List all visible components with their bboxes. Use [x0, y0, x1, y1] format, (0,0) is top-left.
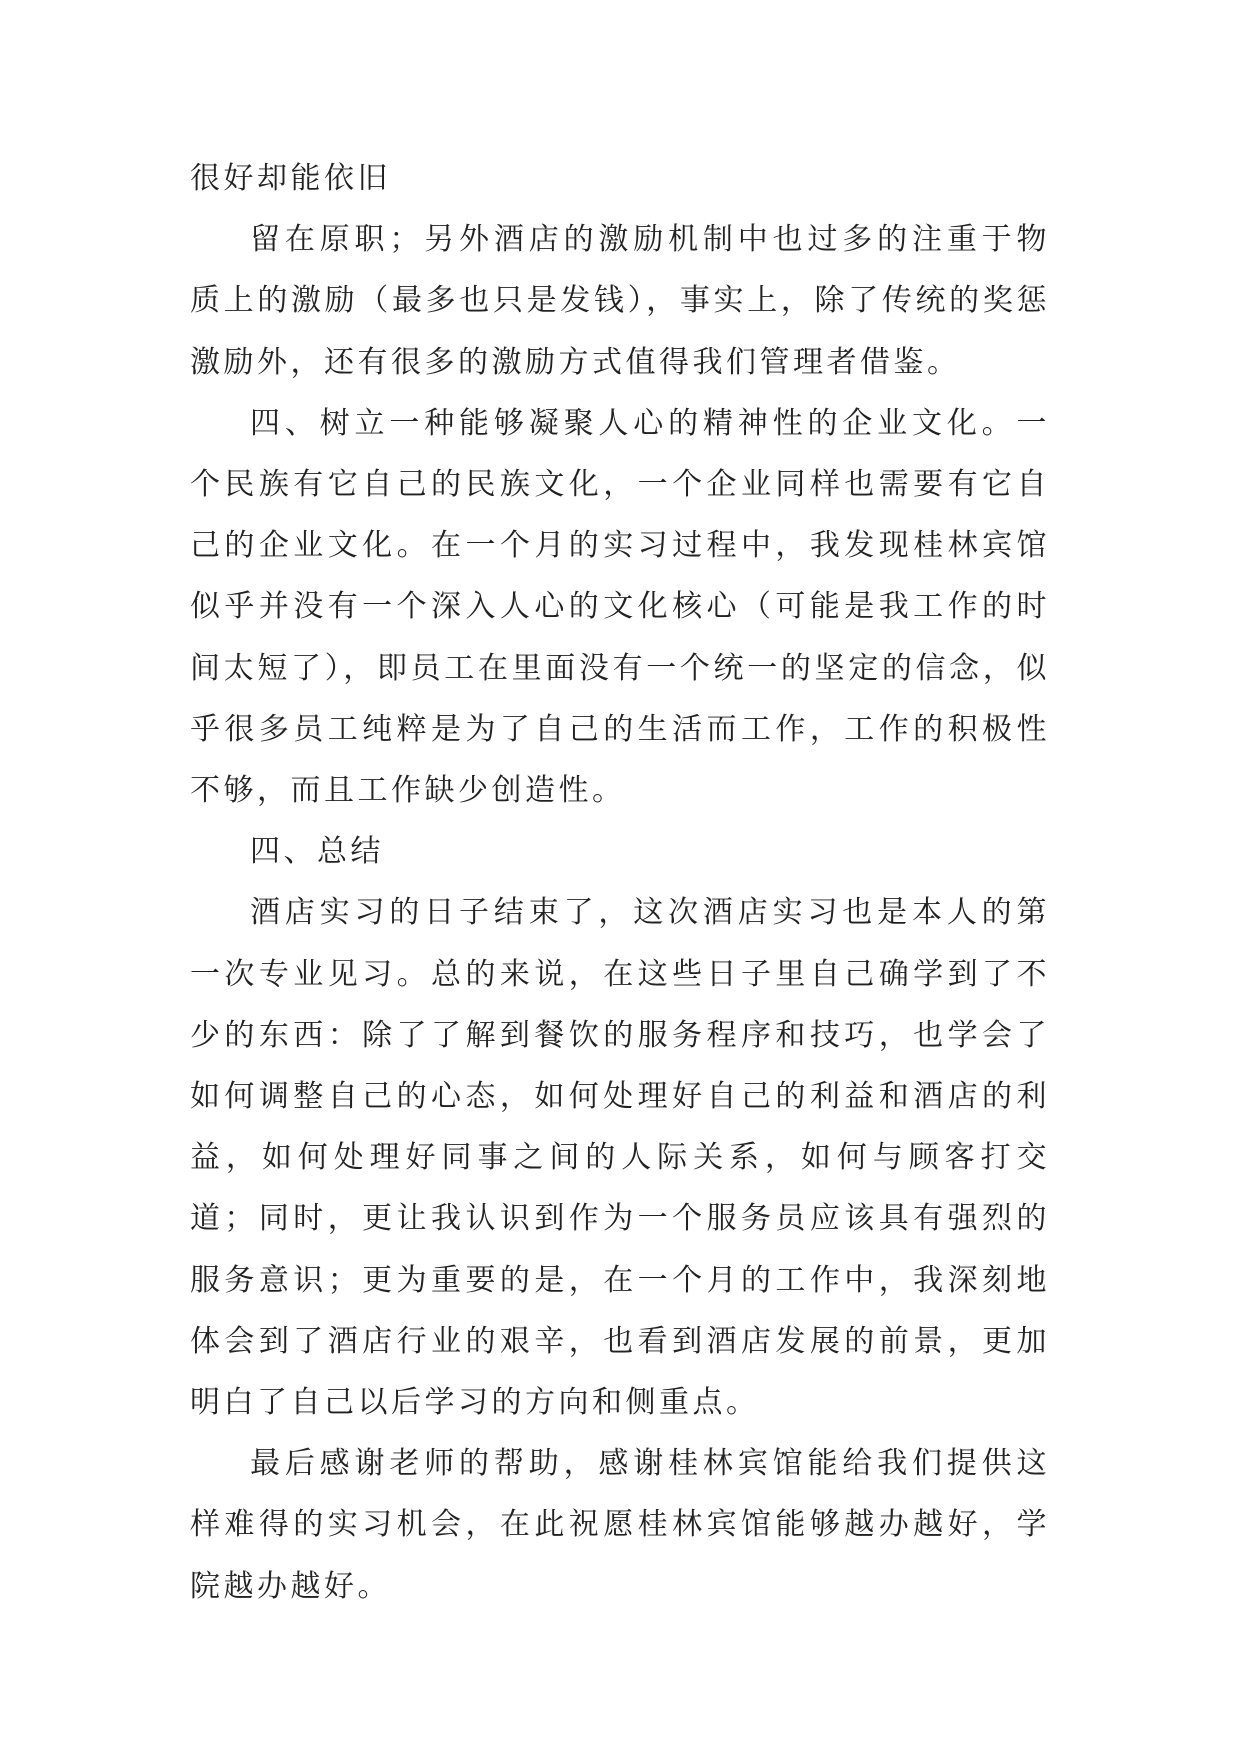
paragraph-thanks: 最后感谢老师的帮助，感谢桂林宾馆能给我们提供这样难得的实习机会，在此祝愿桂林宾馆能够越办越好，学院越办越好。 — [190, 1446, 1050, 1604]
paragraph-summary: 酒店实习的日子结束了，这次酒店实习也是本人的第一次专业见习。总的来说，在这些日子里自己确学到了不少的东西：除了了解到餐饮的服务程序和技巧，也学会了如何调整自己的心态，如何处理好自己的利益和酒店的利益，如何处理好同事之间的人际关系，如何与顾客打交道；同时，更让我认识到作为一个服务员应该具有强烈的服务意识；更为重要的是，在一个月的工作中，我深刻地体会到了酒店行业的艰辛，也看到酒店发展的前景，更加明白了自己以后学习的方向和侧重点。 — [190, 895, 1050, 1421]
paragraph-corporate-culture: 四、树立一种能够凝聚人心的精神性的企业文化。一个民族有它自己的民族文化，一个企业同样也需要有它自己的企业文化。在一个月的实习过程中，我发现桂林宾馆似乎并没有一个深入人心的文化核心（可能是我工作的时间太短了），即员工在里面没有一个统一的坚定的信念，似乎很多员工纯粹是为了自己的生活而工作，工作的积极性不够，而且工作缺少创造性。 — [190, 405, 1050, 809]
document-body — [190, 148, 1050, 1617]
paragraph-incentive: 留在原职；另外酒店的激励机制中也过多的注重于物质上的激励（最多也只是发钱），事实上，除了传统的奖惩激励外，还有很多的激励方式值得我们管理者借鉴。 — [190, 222, 1050, 380]
section-heading-summary: 四、总结 — [250, 834, 384, 870]
paragraph-continuation: 很好却能依旧 — [190, 161, 391, 196]
